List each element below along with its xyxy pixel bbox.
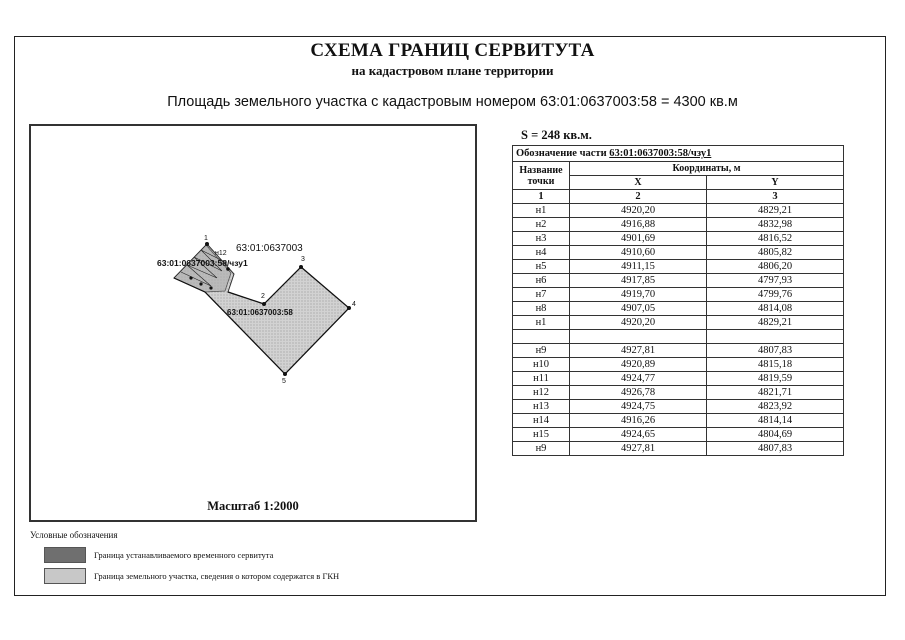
contour-1-rows	[513, 204, 844, 330]
table-row	[513, 316, 844, 330]
y-cell: 4819,59	[707, 372, 844, 386]
x-cell: 4907,05	[570, 302, 707, 316]
vertex-4-label: 4	[352, 301, 356, 308]
vertex-1	[205, 242, 209, 246]
point-name-cell: н8	[513, 302, 570, 316]
point-name-cell: н7	[513, 288, 570, 302]
y-cell: 4829,21	[707, 204, 844, 218]
y-cell: 4814,14	[707, 414, 844, 428]
col-x: X	[570, 176, 707, 190]
x-cell: 4924,65	[570, 428, 707, 442]
parcel-area-line: Площадь земельного участка с кадастровым номером 63:01:0637003:58 = 4300 кв.м	[167, 94, 738, 110]
x-cell: 4920,20	[570, 316, 707, 330]
vertex-n-a	[189, 276, 192, 279]
x-cell: 4917,85	[570, 274, 707, 288]
y-cell: 4832,98	[707, 218, 844, 232]
part-designation-prefix: Обозначение части	[516, 148, 607, 159]
vertex-3-label: 3	[301, 256, 305, 263]
table-row	[513, 344, 844, 358]
y-cell: 4807,83	[707, 442, 844, 456]
table-row	[513, 358, 844, 372]
table-row	[513, 302, 844, 316]
table-row	[513, 246, 844, 260]
legend-item-parcel	[44, 568, 464, 586]
vertex-3	[299, 265, 303, 269]
x-cell: 4916,26	[570, 414, 707, 428]
table-row	[513, 274, 844, 288]
y-cell: 4807,83	[707, 344, 844, 358]
x-cell: 4927,81	[570, 442, 707, 456]
x-cell: 4911,15	[570, 260, 707, 274]
point-name-cell: н13	[513, 400, 570, 414]
vertex-n-c	[209, 286, 212, 289]
part-designation-row	[513, 146, 844, 162]
vertex-n12-label: н12	[215, 250, 227, 257]
spacer-row	[513, 330, 844, 344]
y-cell: 4823,92	[707, 400, 844, 414]
y-cell: 4821,71	[707, 386, 844, 400]
legend-title: Условные обозначения	[30, 530, 118, 540]
col-number-3: 3	[707, 190, 844, 204]
x-cell: 4919,70	[570, 288, 707, 302]
legend-item-servitude-text: Граница устанавливаемого временного сервитута	[94, 550, 274, 560]
servitude-area-total: S = 248 кв.м.	[521, 128, 592, 142]
table-row	[513, 218, 844, 232]
x-cell: 4924,77	[570, 372, 707, 386]
x-cell: 4901,69	[570, 232, 707, 246]
col-point-name: Название точки	[513, 162, 570, 190]
table-row	[513, 288, 844, 302]
x-cell: 4926,78	[570, 386, 707, 400]
vertex-1-label: 1	[204, 235, 208, 242]
x-cell: 4910,60	[570, 246, 707, 260]
point-name-cell: н1	[513, 316, 570, 330]
table-row	[513, 386, 844, 400]
table-row	[513, 442, 844, 456]
cadastral-map	[29, 124, 477, 522]
parcel-swatch	[44, 568, 86, 584]
x-cell: 4927,81	[570, 344, 707, 358]
point-name-cell: н10	[513, 358, 570, 372]
table-row	[513, 204, 844, 218]
point-name-cell: н2	[513, 218, 570, 232]
y-cell: 4806,20	[707, 260, 844, 274]
table-row	[513, 400, 844, 414]
col-number-2: 2	[570, 190, 707, 204]
point-name-cell: н1	[513, 204, 570, 218]
map-scale: Масштаб 1:2000	[207, 499, 299, 513]
quarter-label: 63:01:0637003	[236, 243, 303, 254]
table-row	[513, 232, 844, 246]
y-cell: 4816,52	[707, 232, 844, 246]
point-name-cell: н5	[513, 260, 570, 274]
vertex-2-label: 2	[261, 293, 265, 300]
col-number-1: 1	[513, 190, 570, 204]
parcel-label: 63:01:0637003:58	[227, 308, 293, 317]
vertex-5	[283, 372, 287, 376]
point-name-cell: н12	[513, 386, 570, 400]
x-cell: 4920,20	[570, 204, 707, 218]
servitude-part-label: 63:01:0637003:58/чзу1	[157, 258, 248, 268]
point-name-cell: н9	[513, 344, 570, 358]
table-row	[513, 260, 844, 274]
point-name-cell: н6	[513, 274, 570, 288]
y-cell: 4815,18	[707, 358, 844, 372]
x-cell: 4924,75	[570, 400, 707, 414]
document-subtitle: на кадастровом плане территории	[351, 63, 554, 78]
y-cell: 4797,93	[707, 274, 844, 288]
point-name-cell: н11	[513, 372, 570, 386]
table-row	[513, 428, 844, 442]
legend-item-servitude	[44, 547, 464, 565]
coordinates-table	[512, 145, 844, 456]
y-cell: 4814,08	[707, 302, 844, 316]
y-cell: 4805,82	[707, 246, 844, 260]
vertex-2	[262, 302, 266, 306]
table-row	[513, 414, 844, 428]
vertex-5-label: 5	[282, 378, 286, 385]
document-title: СХЕМА ГРАНИЦ СЕРВИТУТА	[310, 40, 595, 61]
point-name-cell: н14	[513, 414, 570, 428]
servitude-swatch	[44, 547, 86, 563]
x-cell: 4920,89	[570, 358, 707, 372]
point-name-cell: н9	[513, 442, 570, 456]
point-name-cell: н3	[513, 232, 570, 246]
y-cell: 4804,69	[707, 428, 844, 442]
map-drawing	[31, 126, 475, 520]
table-row	[513, 372, 844, 386]
point-name-cell: н4	[513, 246, 570, 260]
contour-2-rows	[513, 344, 844, 456]
col-coordinates: Координаты, м	[570, 162, 844, 176]
y-cell: 4829,21	[707, 316, 844, 330]
point-name-cell: н15	[513, 428, 570, 442]
legend-item-parcel-text: Граница земельного участка, сведения о котором содержатся в ГКН	[94, 571, 340, 581]
y-cell: 4799,76	[707, 288, 844, 302]
col-y: Y	[707, 176, 844, 190]
part-designation-id: 63:01:0637003:58/чзу1	[609, 148, 712, 159]
vertex-4	[347, 306, 351, 310]
vertex-n-b	[199, 282, 202, 285]
x-cell: 4916,88	[570, 218, 707, 232]
legend	[30, 530, 470, 590]
